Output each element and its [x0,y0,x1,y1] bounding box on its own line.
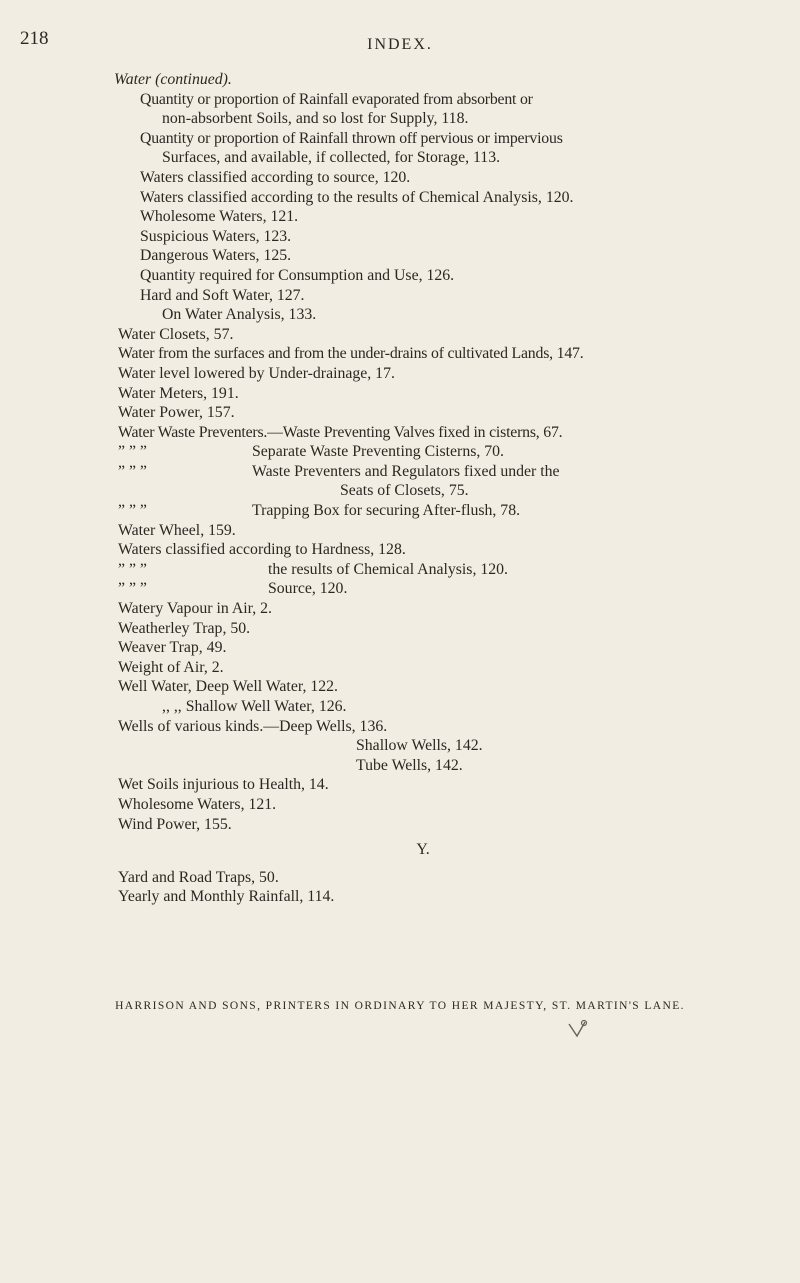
index-entry: Water Closets, 57. [118,325,234,343]
index-entry: Seats of Closets, 75. [340,482,469,500]
index-entry: ” ” ” Trapping Box for securing After-flush, 78. [118,502,521,520]
index-entry: Weight of Air, 2. [118,658,224,676]
index-entry: ” ” ” Separate Waste Preventing Cisterns, 70. [118,443,505,461]
index-entry: Wholesome Waters, 121. [118,795,277,813]
index-entry: Surfaces, and available, if collected, for Storage, 113. [162,149,501,167]
index-entry: Yard and Road Traps, 50. [118,868,279,886]
index-entry: Hard and Soft Water, 127. [140,286,305,304]
index-entry: ” ” ” Waste Preventers and Regulators fixed under the [118,462,560,480]
section-letter-y: Y. [416,841,430,859]
index-entry: ,, ,, Shallow Well Water, 126. [162,698,347,715]
index-entry: non-absorbent Soils, and so lost for Supply, 118. [162,110,469,128]
index-entry: Weatherley Trap, 50. [118,619,251,637]
index-entry: Water Wheel, 159. [118,521,236,539]
index-entry: Waters classified according to Hardness, 128. [118,541,406,559]
index-entry: Quantity or proportion of Rainfall evaporated from absorbent or [140,90,533,108]
index-entry: ” ” ” Source, 120. [118,580,348,598]
ornament-mark [565,1018,589,1042]
index-entry: Wells of various kinds.—Deep Wells, 136. [118,717,388,735]
ditto-marks: ” ” ” [118,580,147,598]
ditto-marks: ” ” ” [118,502,147,520]
ditto-marks: ,, ,, [162,698,182,715]
index-column [114,70,788,907]
running-head: INDEX. [367,36,433,53]
printer-imprint: HARRISON AND SONS, PRINTERS IN ORDINARY TO HER MAJESTY, ST. MARTIN'S LANE. [115,1000,685,1012]
index-entry: Shallow Wells, 142. [356,737,483,755]
index-entry: Dangerous Waters, 125. [140,247,292,265]
index-entry: Wet Soils injurious to Health, 14. [118,776,329,794]
index-entry: Well Water, Deep Well Water, 122. [118,678,338,696]
index-entry: Watery Vapour in Air, 2. [118,600,272,618]
index-entry: Wholesome Waters, 121. [140,208,299,226]
index-entry: Quantity or proportion of Rainfall thrown off pervious or impervious [140,129,563,147]
index-entry: Water from the surfaces and from the under-drains of cultivated Lands, 147. [118,345,584,363]
index-entry: Water level lowered by Under-drainage, 17. [118,364,395,382]
index-entry: Water Waste Preventers.—Waste Preventing Valves fixed in cisterns, 67. [118,423,563,441]
index-entry: Water Meters, 191. [118,384,239,402]
index-entry: ” ” ” the results of Chemical Analysis, 120. [118,560,508,578]
index-entry: Water (continued). [114,71,232,88]
index-entry: Wind Power, 155. [118,815,232,833]
index-entry: Weaver Trap, 49. [118,639,227,657]
index-entry: Yearly and Monthly Rainfall, 114. [118,888,335,906]
index-entry: Waters classified according to the results of Chemical Analysis, 120. [140,188,574,206]
ditto-marks: ” ” ” [118,560,147,578]
page-number: 218 [20,28,49,49]
index-entry: Tube Wells, 142. [356,756,463,774]
index-entry: Quantity required for Consumption and Use, 126. [140,266,455,284]
index-entry: On Water Analysis, 133. [162,306,317,324]
index-entry: Suspicious Waters, 123. [140,227,292,245]
ditto-marks: ” ” ” [118,443,147,461]
index-entry: Waters classified according to source, 120. [140,168,411,186]
ditto-marks: ” ” ” [118,462,147,480]
index-entry: Water Power, 157. [118,404,235,422]
